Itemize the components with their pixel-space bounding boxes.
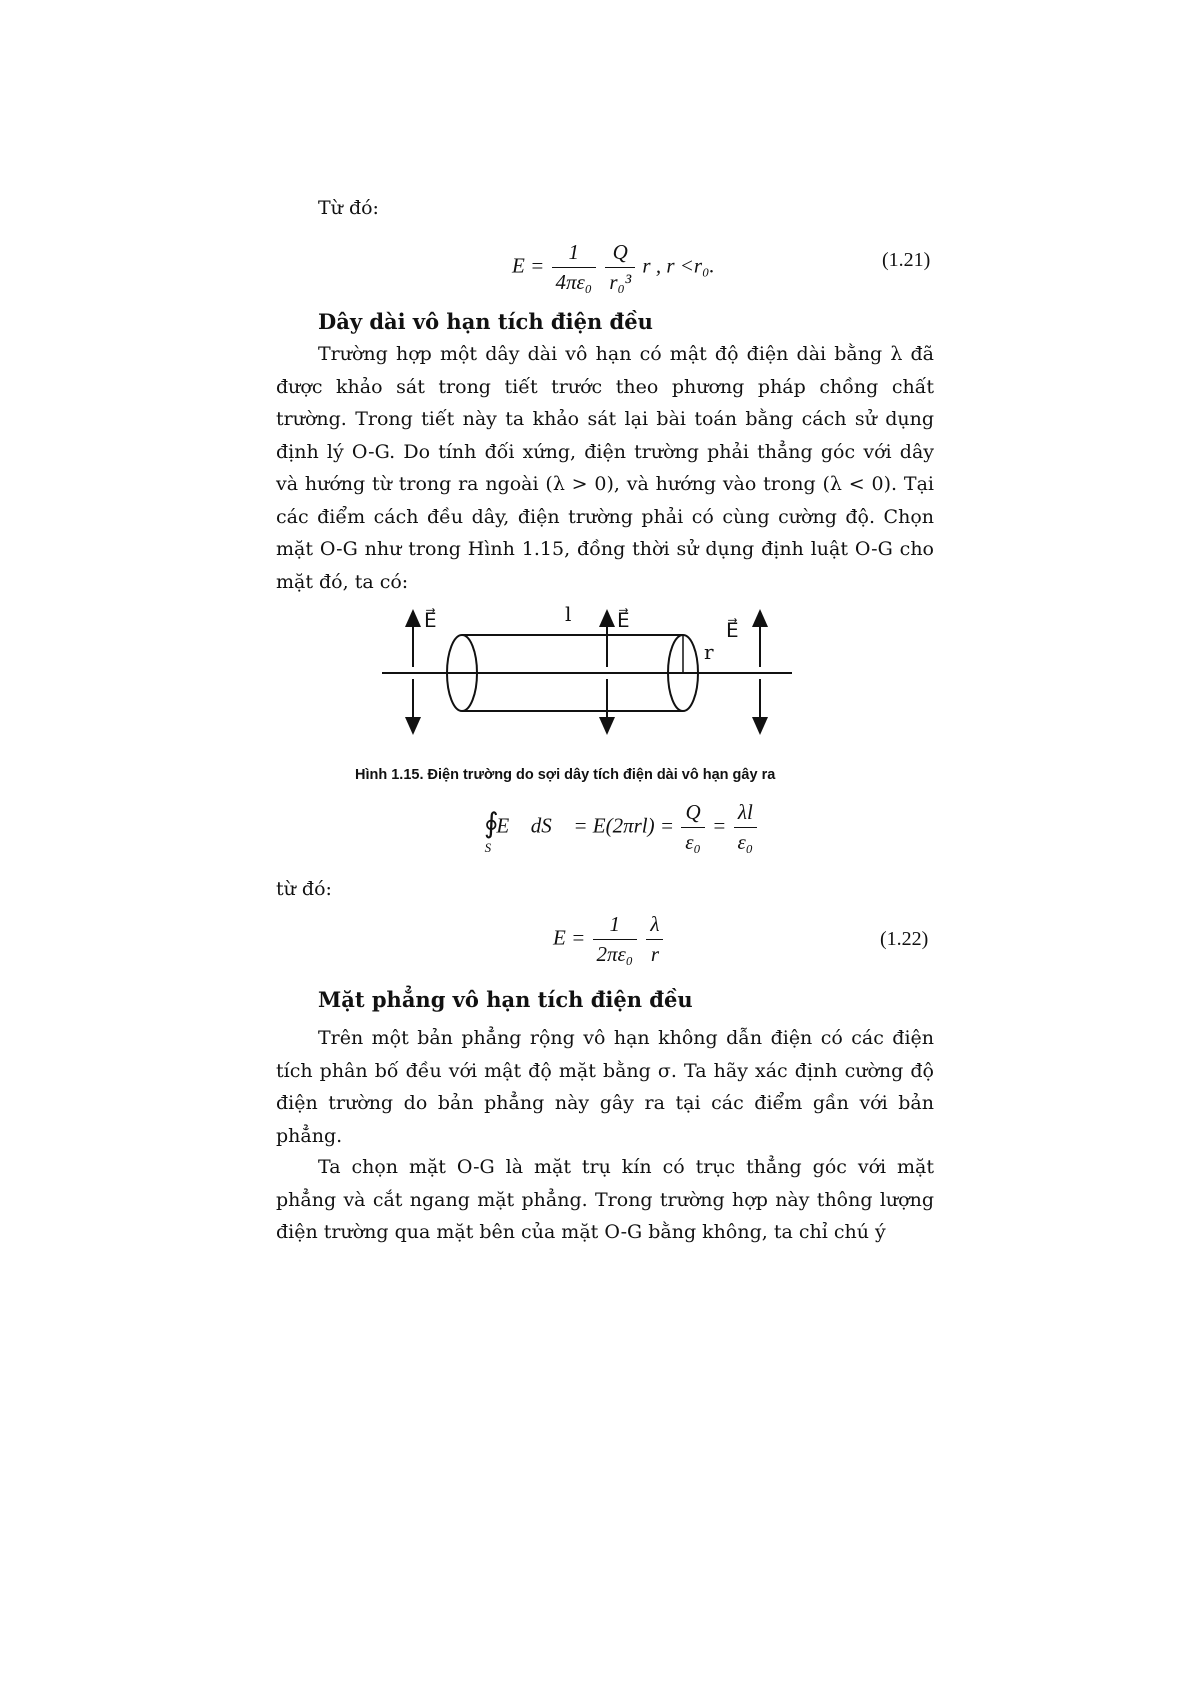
eq-1-22-fraction-1 [593,912,638,967]
eq-1-21-fraction-1 [552,240,597,295]
section-heading-wire: Dây dài vô hạn tích điện đều [318,309,653,334]
eq-1-21-frac2-den: r₀³ [609,270,632,294]
from-label: từ đó: [276,878,332,900]
intro-label: Từ đó: [318,197,379,219]
eq-gauss-frac1-num: Q [681,800,705,828]
integral-subscript: S [484,839,492,855]
equation-1-21 [512,240,715,295]
label-r: r [704,640,714,664]
eq-1-22-lhs: E = [553,925,586,950]
paragraph-plane-2-text: Ta chọn mặt O-G là mặt trụ kín có trục thẳng góc với mặt phẳng và cắt ngang mặt phẳng. Trong trường hợp này thông lượng điện trường qua mặt bên của mặt O-G bằng không, ta chỉ chú ý [276,1156,934,1243]
label-E-mid: E⃗ [617,608,630,632]
eq-1-22-fraction-2 [646,912,663,967]
equation-1-22 [553,912,665,967]
integral-sign: ∮ [484,808,499,840]
figure-caption: Hình 1.15. Điện trường do sợi dây tích điện dài vô hạn gây ra [355,767,776,783]
eq-gauss-eq: = [712,813,727,838]
eq-1-22-frac2-den: r [650,942,659,966]
paragraph-plane-1 [276,1022,934,1152]
eq-1-22-frac2-num: λ [646,912,663,940]
section-heading-plane: Mặt phẳng vô hạn tích điện đều [318,987,693,1012]
eq-gauss-lhs: E⃗ dS⃗ = E(2πrl) = [496,813,675,838]
eq-1-21-fraction-2 [605,240,635,295]
paragraph-wire-text: Trường hợp một dây dài vô hạn có mật độ điện dài bằng λ đã được khảo sát trong tiết trước theo phương pháp chồng chất trường. Trong tiết này ta khảo sát lại bài toán bằng cách sử dụng định lý O-G. Do tính đối xứng, điện trường phải thẳng góc với dây và hướng từ trong ra ngoài (λ > 0), và hướng vào trong (λ < 0). Tại các điểm cách đều dây, điện trường phải có cùng cường độ. Chọn mặt O-G như trong Hình 1.15, đồng thời sử dụng định luật O-G cho mặt đó, ta có: [276,343,934,593]
eq-1-21-lhs: E = [512,253,545,278]
label-l: l [565,602,572,626]
eq-1-21-tail: r , r <r₀. [642,253,715,278]
eq-1-22-frac1-den: 2πε₀ [596,942,634,966]
paragraph-plane-2 [276,1151,934,1249]
paragraph-plane-1-text: Trên một bản phẳng rộng vô hạn không dẫn điện có các điện tích phân bố đều với mật độ mặt bằng σ. Ta hãy xác định cường độ điện trường do bản phẳng này gây ra tại các điểm gần với bản phẳng. [276,1027,934,1147]
equation-gauss [484,800,759,855]
eq-1-21-frac1-den: 4πε₀ [555,270,593,294]
figure-1-15 [380,595,800,735]
label-E-right: E⃗ [726,618,739,642]
equation-number-1-22: (1.22) [880,928,929,950]
eq-1-21-frac1-num: 1 [552,240,597,268]
eq-gauss-frac1-den: ε₀ [685,830,701,854]
label-E-left: E⃗ [424,608,437,632]
eq-1-21-frac2-num: Q [605,240,635,268]
paragraph-wire [276,338,934,598]
eq-gauss-fraction-1 [681,800,705,855]
eq-gauss-frac2-num: λl [734,800,758,828]
eq-1-22-frac1-num: 1 [593,912,638,940]
equation-number-1-21: (1.21) [882,249,931,271]
eq-gauss-frac2-den: ε₀ [737,830,754,854]
eq-gauss-fraction-2 [734,800,758,855]
